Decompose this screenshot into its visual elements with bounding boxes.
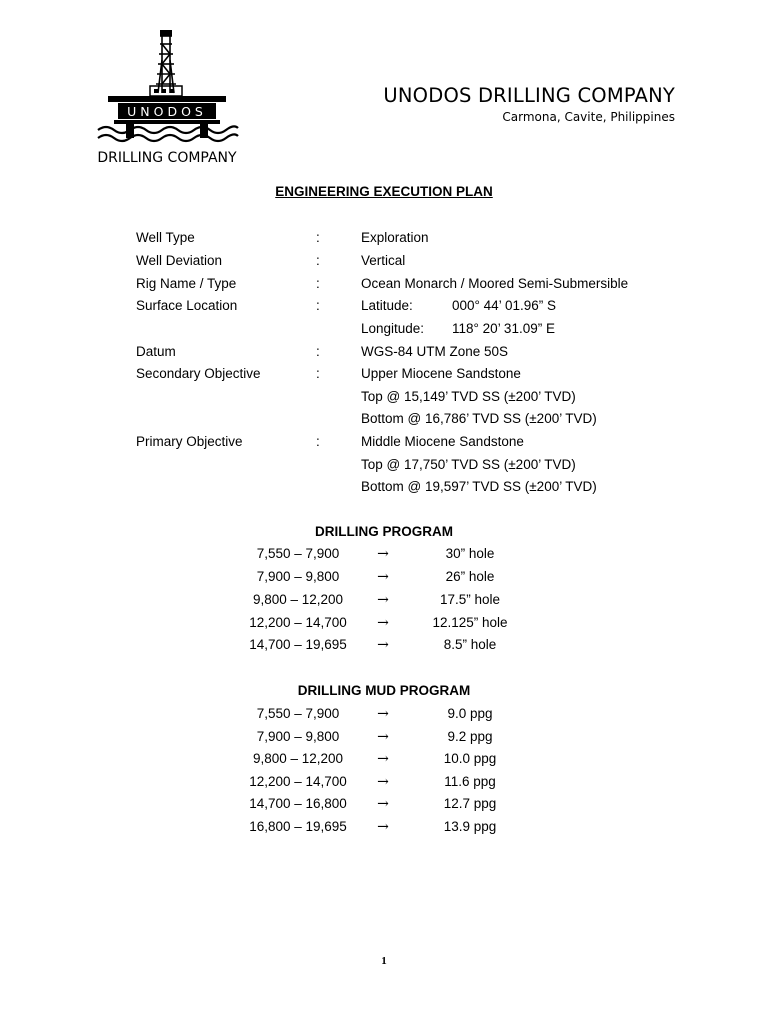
mud-weight: 9.0 ppg (447, 706, 493, 721)
arrow-right-icon: → (377, 615, 389, 631)
depth-range: 12,200 – 14,700 (249, 774, 347, 789)
document-title: ENGINEERING EXECUTION PLAN (275, 184, 493, 199)
mud-program-row (0, 751, 768, 771)
field-value: Bottom @ 19,597’ TVD SS (±200’ TVD) (361, 479, 597, 494)
field-colon: : (316, 253, 320, 268)
depth-range: 7,900 – 9,800 (256, 569, 340, 584)
drilling-rig-icon (90, 30, 245, 170)
field-value: Vertical (361, 253, 406, 268)
field-label: Well Deviation (136, 253, 223, 268)
arrow-right-icon: → (377, 546, 389, 562)
hole-size: 30” hole (445, 546, 495, 561)
field-value: Middle Miocene Sandstone (361, 434, 524, 449)
mud-program-title: DRILLING MUD PROGRAM (297, 683, 471, 698)
arrow-right-icon: → (377, 637, 389, 653)
field-row-longitude (0, 321, 768, 341)
field-value: Ocean Monarch / Moored Semi-Submersible (361, 276, 629, 291)
mud-program-row (0, 774, 768, 794)
field-label: Secondary Objective (136, 366, 261, 381)
field-label: Primary Objective (136, 434, 243, 449)
field-label: Datum (136, 344, 176, 359)
field-row-primary-bottom (0, 479, 768, 499)
field-row-primary-top (0, 457, 768, 477)
mud-weight: 13.9 ppg (443, 819, 497, 834)
depth-range: 9,800 – 12,200 (252, 592, 344, 607)
drilling-program-row (0, 592, 768, 612)
hole-size: 12.125” hole (432, 615, 508, 630)
field-row-secondary-bottom (0, 411, 768, 431)
mud-weight: 9.2 ppg (447, 729, 493, 744)
field-value: Exploration (361, 230, 429, 245)
field-label: Rig Name / Type (136, 276, 237, 291)
field-row-secondary-top (0, 389, 768, 409)
field-colon: : (316, 298, 320, 313)
depth-range: 7,900 – 9,800 (256, 729, 340, 744)
drilling-program-row (0, 569, 768, 589)
field-value: Top @ 15,149’ TVD SS (±200’ TVD) (361, 389, 576, 404)
arrow-right-icon: → (377, 592, 389, 608)
field-value: Top @ 17,750’ TVD SS (±200’ TVD) (361, 457, 576, 472)
logo-text: UNODOS (127, 104, 207, 119)
latitude-value: 000° 44’ 01.96” S (452, 298, 556, 313)
logo-subtext: DRILLING COMPANY (97, 150, 237, 166)
field-colon: : (316, 344, 320, 359)
mud-weight: 10.0 ppg (443, 751, 497, 766)
depth-range: 7,550 – 7,900 (256, 706, 340, 721)
drilling-program-title: DRILLING PROGRAM (315, 524, 453, 539)
depth-range: 14,700 – 16,800 (249, 796, 347, 811)
arrow-right-icon: → (377, 569, 389, 585)
field-value: Latitude: (361, 298, 413, 313)
drilling-program-row (0, 615, 768, 635)
mud-program-row (0, 729, 768, 749)
arrow-right-icon: → (377, 751, 389, 767)
mud-program-row (0, 706, 768, 726)
field-value: Upper Miocene Sandstone (361, 366, 521, 381)
depth-range: 16,800 – 19,695 (249, 819, 347, 834)
field-row-datum (0, 344, 768, 364)
hole-size: 8.5” hole (443, 637, 497, 652)
field-row-rig-name (0, 276, 768, 296)
depth-range: 14,700 – 19,695 (249, 637, 347, 652)
mud-program-row (0, 796, 768, 816)
field-colon: : (316, 434, 320, 449)
field-colon: : (316, 230, 320, 245)
company-name: UNODOS DRILLING COMPANY (383, 84, 675, 107)
drilling-program-row (0, 546, 768, 566)
depth-range: 7,550 – 7,900 (256, 546, 340, 561)
depth-range: 9,800 – 12,200 (252, 751, 344, 766)
mud-program-row (0, 819, 768, 839)
hole-size: 17.5” hole (439, 592, 501, 607)
field-label: Surface Location (136, 298, 238, 313)
depth-range: 12,200 – 14,700 (249, 615, 347, 630)
company-location: Carmona, Cavite, Philippines (502, 110, 675, 124)
arrow-right-icon: → (377, 729, 389, 745)
page-number: 1 (381, 955, 387, 967)
field-row-secondary-objective (0, 366, 768, 386)
field-row-well-deviation (0, 253, 768, 273)
arrow-right-icon: → (377, 706, 389, 722)
arrow-right-icon: → (377, 796, 389, 812)
field-colon: : (316, 276, 320, 291)
field-row-surface-location (0, 298, 768, 318)
hole-size: 26” hole (445, 569, 495, 584)
arrow-right-icon: → (377, 819, 389, 835)
arrow-right-icon: → (377, 774, 389, 790)
field-row-primary-objective (0, 434, 768, 454)
drilling-program-row (0, 637, 768, 657)
company-logo (90, 30, 245, 170)
field-row-well-type (0, 230, 768, 250)
mud-weight: 12.7 ppg (443, 796, 497, 811)
field-value: Bottom @ 16,786’ TVD SS (±200’ TVD) (361, 411, 597, 426)
field-label: Well Type (136, 230, 195, 245)
field-colon: : (316, 366, 320, 381)
longitude-value: 118° 20’ 31.09” E (452, 321, 555, 336)
field-value: WGS-84 UTM Zone 50S (361, 344, 509, 359)
mud-weight: 11.6 ppg (444, 774, 496, 789)
field-value: Longitude: (361, 321, 425, 336)
